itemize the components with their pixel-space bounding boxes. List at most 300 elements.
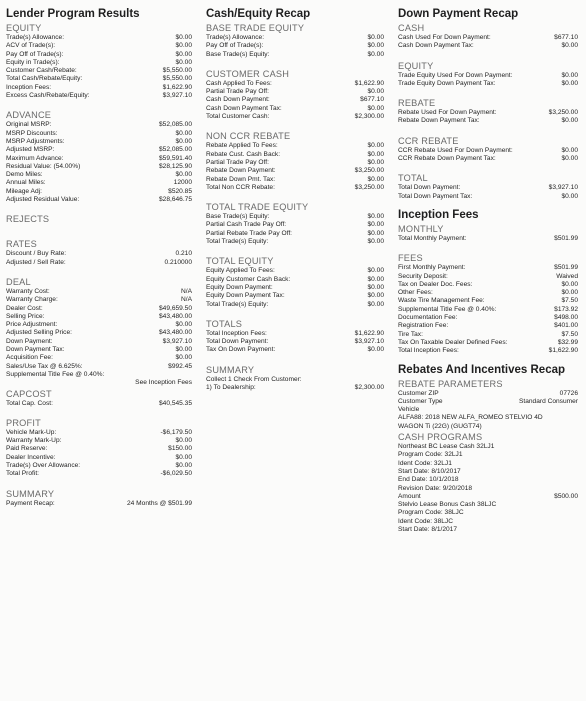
line-item-value: $677.10: [554, 34, 578, 41]
section-heading: REBATE: [398, 98, 436, 109]
line-item-price-adjustment: [6, 321, 192, 329]
line-item-total-non-ccr-rebate: [206, 184, 384, 192]
line-item-demo-miles: [6, 171, 192, 179]
line-item-value: $0.00: [175, 129, 192, 137]
section-heading: CCR REBATE: [398, 135, 459, 146]
line-item-adjusted-residual-value: [6, 196, 192, 204]
line-item-label: Base Trade(s) Equity:: [206, 213, 270, 221]
line-item-label: Customer ZIP: [398, 389, 439, 397]
line-item-label: Partial Rebate Trade Pay Off:: [206, 229, 293, 237]
section-heading: TOTAL: [398, 173, 428, 184]
line-item-label: Cash Used For Down Payment:: [398, 34, 491, 41]
line-item-label: Waste Tire Management Fee:: [398, 297, 485, 305]
line-item-value: $0.00: [175, 346, 192, 354]
line-item-mileage-adj: [6, 188, 192, 196]
line-item-value: $0.00: [367, 221, 384, 229]
spacer: [6, 225, 192, 229]
line-item-label: Total Monthly Payment:: [398, 234, 467, 242]
line-item-total-down-payment: [206, 338, 384, 346]
line-item-vehicle-mark-up: [6, 429, 192, 437]
line-item-label: Tax on Dealer Doc. Fees:: [398, 280, 473, 288]
line-item-value: $0.00: [367, 229, 384, 237]
line-item-rebate-down-pmt-tax: [206, 176, 384, 184]
line-item-value: $3,250.00: [354, 167, 384, 175]
line-item-label: Cash Down Payment Tax:: [398, 42, 474, 50]
section-title: Inception Fees: [398, 208, 479, 221]
note-value: See Inception Fees: [135, 379, 192, 387]
line-item-label: Tax On Taxable Dealer Defined Fees:: [398, 338, 508, 346]
line-item-base-trade-s-equity: [206, 51, 384, 59]
line-item-ccr-rebate-down-payment-tax: [398, 155, 578, 163]
line-item-value: $0.00: [175, 321, 192, 329]
line-item-value: $0.00: [175, 171, 192, 179]
line-item-residual-value-54-00: [6, 163, 192, 171]
section-heading: BASE TRADE EQUITY: [206, 23, 305, 33]
line-item-value: $1,622.90: [548, 347, 578, 355]
line-item-label: Security Deposit:: [398, 272, 448, 280]
line-item-equity-down-payment: [206, 284, 384, 292]
line-item-label: Adjusted MSRP:: [6, 146, 55, 154]
line-item-original-msrp: [6, 121, 192, 129]
line-item-value: $0.00: [175, 58, 192, 66]
section-heading: TOTAL EQUITY: [206, 256, 274, 267]
line-item-down-payment-tax: [6, 346, 192, 354]
line-item-other-fees: [398, 289, 578, 297]
line-item-msrp-discounts: [6, 130, 192, 138]
line-item-rebate-applied-to-fees: [206, 142, 384, 150]
line-item-value: $0.00: [561, 117, 578, 125]
line-item-label: Documentation Fee:: [398, 314, 458, 322]
line-item-label: Dealer Cost:: [6, 304, 43, 312]
section-title: Down Payment Recap: [398, 8, 519, 20]
line-item-value: 12000: [173, 179, 192, 187]
line-item-value: $0.00: [175, 453, 192, 461]
line-item-label: Total Down Payment:: [206, 338, 269, 346]
line-item-cash-used-for-down-payment: [398, 34, 578, 42]
line-item-value: $52,085.00: [158, 146, 192, 154]
line-item-label: Trade(s) Over Allowance:: [6, 461, 81, 469]
line-item-label: Discount / Buy Rate:: [6, 250, 67, 258]
line-item-label: Warranty Cost:: [6, 287, 50, 295]
text-line: Start Date: 8/1/2017: [398, 525, 458, 533]
line-item-value: $0.00: [367, 275, 384, 283]
line-item-label: Equity Down Payment:: [206, 283, 273, 291]
line-item-label: MSRP Adjustments:: [6, 137, 65, 145]
line-item-label: Supplemental Title Fee @ 0.40%:: [6, 370, 105, 378]
line-item-equity-applied-to-fees: [206, 267, 384, 275]
line-item-label: Total Down Payment:: [398, 184, 461, 192]
line-item-trade-s-allowance: [206, 34, 384, 42]
line-item-adjusted-selling-price: [6, 329, 192, 337]
line-item-value: $0.00: [561, 192, 578, 200]
line-item-value: $28,125.90: [158, 162, 192, 170]
line-item-label: 1) To Dealership:: [206, 384, 256, 392]
line-item-value: $43,480.00: [158, 312, 192, 320]
line-item-pay-off-of-trade-s: [206, 42, 384, 50]
line-item-value: $3,927.10: [162, 92, 192, 100]
text-line: Ident Code: 32LJ1: [398, 459, 452, 467]
line-item-label: Payment Recap:: [6, 499, 55, 507]
line-item-value: $500.00: [554, 492, 578, 500]
line-item-value: 24 Months @ $501.99: [127, 499, 192, 507]
line-item-label: Trade Equity Used For Down Payment:: [398, 71, 513, 79]
line-item-label: Warranty Mark-Up:: [6, 437, 62, 445]
line-item-payment-recap: [6, 500, 192, 508]
line-item-label: Adjusted / Sell Rate:: [6, 258, 66, 266]
line-item-label: Sales/Use Tax @ 6.625%:: [6, 362, 83, 370]
line-item-value: Waived: [556, 272, 578, 280]
text-line: Vehicle: [398, 406, 420, 414]
line-item-total-trade-s-equity: [206, 238, 384, 246]
section-heading: REBATE PARAMETERS: [398, 378, 503, 389]
line-item-total-down-payment-tax: [398, 193, 578, 201]
line-item-label: Equity Applied To Fees:: [206, 267, 275, 275]
line-item-value: $0.00: [175, 34, 192, 41]
line-item-value: $3,927.10: [354, 338, 384, 346]
line-item-value: $0.00: [367, 150, 384, 158]
line-item-partial-rebate-trade-pay-off: [206, 230, 384, 238]
line-item-label: Residual Value: (54.00%): [6, 162, 81, 170]
line-item-value: $0.00: [367, 213, 384, 221]
line-item-label: Cash Applied To Fees:: [206, 79, 272, 87]
line-item-label: Paid Reserve:: [6, 445, 48, 453]
line-item-base-trade-s-equity: [206, 213, 384, 221]
line-item-label: Equity Down Payment Tax:: [206, 292, 285, 300]
line-item-label: Selling Price:: [6, 312, 45, 320]
line-item-label: CCR Rebate Used For Down Payment:: [398, 146, 513, 154]
line-item-total-customer-cash: [206, 113, 384, 121]
line-item-total-inception-fees: [398, 347, 578, 355]
line-item-sales-use-tax-6-625: [6, 363, 192, 371]
line-item-value: $0.00: [367, 238, 384, 246]
line-item-label: Total Inception Fees:: [398, 347, 459, 355]
line-item-total-profit: [6, 470, 192, 478]
line-item-value: $520.85: [168, 187, 192, 195]
line-item-value: $7.50: [561, 297, 578, 305]
line-item-waste-tire-management-fee: [398, 297, 578, 305]
line-item-label: CCR Rebate Down Payment Tax:: [398, 155, 496, 163]
text-line: ALFA88: 2018 NEW ALFA_ROMEO STELVIO 4D WAGON Ti (22G) (GUGT74): [398, 414, 543, 430]
line-item-value: $0.00: [367, 158, 384, 166]
line-item-ccr-rebate-used-for-down-payment: [398, 147, 578, 155]
line-item-value: $401.00: [554, 322, 578, 330]
line-item-label: Pay Off of Trade(s):: [6, 50, 64, 58]
line-item-1-to-dealership: [206, 384, 384, 392]
line-item-label: Tire Tax:: [398, 330, 423, 338]
line-item-label: Rebate Cust. Cash Back:: [206, 150, 281, 158]
line-item-label: Total Cap. Cost:: [6, 399, 53, 407]
line-item-value: $0.00: [367, 283, 384, 291]
section-heading: CASH PROGRAMS: [398, 432, 483, 443]
line-item-label: Customer Cash/Rebate:: [6, 67, 77, 75]
line-item-value: $0.00: [367, 142, 384, 150]
line-item-value: $3,927.10: [548, 184, 578, 192]
line-item-value: $2,300.00: [354, 384, 384, 392]
line-item-security-deposit: [398, 273, 578, 281]
line-item-registration-fee: [398, 322, 578, 330]
line-item-total-inception-fees: [206, 330, 384, 338]
line-item-label: Annual Miles:: [6, 179, 46, 187]
line-item-value: $49,659.50: [158, 304, 192, 312]
text-line: Stelvio Lease Bonus Cash 38LJC: [398, 501, 497, 509]
section-heading: ADVANCE: [6, 110, 52, 121]
line-item-label: Adjusted Residual Value:: [6, 196, 80, 204]
line-item-label: MSRP Discounts:: [6, 129, 58, 137]
section-heading: CUSTOMER CASH: [206, 68, 290, 79]
line-item-inception-fees: [6, 84, 192, 92]
line-item-equity-down-payment-tax: [206, 292, 384, 300]
line-item-label: Price Adjustment:: [6, 321, 58, 329]
line-item-warranty-cost: [6, 288, 192, 296]
section-heading: EQUITY: [6, 23, 42, 33]
line-item-pay-off-of-trade-s: [6, 51, 192, 59]
line-item-value: $0.00: [561, 280, 578, 288]
line-item-label: Rebate Down Payment Tax:: [398, 117, 480, 125]
line-item-partial-trade-pay-off: [206, 159, 384, 167]
line-item-tax-on-down-payment: [206, 346, 384, 354]
line-item-value: $0.00: [367, 88, 384, 96]
line-item-label: Total Non CCR Rebate:: [206, 183, 275, 191]
line-item-rebate-cust-cash-back: [206, 151, 384, 159]
line-item-total-down-payment: [398, 184, 578, 192]
line-item-value: $0.00: [175, 437, 192, 445]
line-item-partial-trade-pay-off: [206, 88, 384, 96]
line-item-label: Trade(s) Allowance:: [206, 34, 265, 41]
line-item-value: $7.50: [561, 330, 578, 338]
section-heading: DEAL: [6, 276, 31, 287]
line-item-label: Pay Off of Trade(s):: [206, 42, 264, 50]
line-item-value: N/A: [181, 296, 192, 304]
line-item-supplemental-title-fee-0-40: [398, 306, 578, 314]
line-item-label: Supplemental Title Fee @ 0.40%:: [398, 305, 497, 313]
line-item-adjusted-sell-rate: [6, 259, 192, 267]
line-item-customer-cash-rebate: [6, 67, 192, 75]
line-item-value: $0.00: [367, 42, 384, 50]
line-item-label: Base Trade(s) Equity:: [206, 50, 270, 58]
line-item-acv-of-trade-s: [6, 42, 192, 50]
line-item-warranty-mark-up: [6, 437, 192, 445]
text-line: Northeast BC Lease Cash 32LJ1: [398, 443, 495, 451]
line-item-label: Acquisition Fee:: [6, 354, 53, 362]
line-item-value: $1,622.90: [162, 83, 192, 91]
line-item-value: $0.00: [175, 461, 192, 469]
line-item-value: $1,622.90: [354, 79, 384, 87]
section-heading: PROFIT: [6, 417, 41, 428]
line-item-label: Partial Trade Pay Off:: [206, 158, 269, 166]
line-item-value: $43,480.00: [158, 329, 192, 337]
text-line: End Date: 10/1/2018: [398, 476, 459, 484]
line-item-value: 07726: [559, 389, 578, 397]
line-item-customer-zip: [398, 390, 578, 398]
line-item-label: Total Customer Cash:: [206, 113, 270, 121]
section-heading: SUMMARY: [206, 364, 255, 375]
line-item-value: $0.00: [561, 146, 578, 154]
line-item-value: $0.00: [367, 104, 384, 112]
line-item-label: Inception Fees:: [6, 83, 52, 91]
line-item-trade-equity-down-payment-tax: [398, 80, 578, 88]
line-item-dealer-cost: [6, 305, 192, 313]
line-item-label: Amount: [398, 492, 421, 500]
note-text: [6, 379, 192, 387]
line-item-value: $173.92: [554, 305, 578, 313]
line-item-label: Trade(s) Allowance:: [6, 34, 65, 41]
line-item-label: Rebate Down Pmt. Tax:: [206, 175, 276, 183]
line-item-label: Adjusted Selling Price:: [6, 329, 72, 337]
section-heading: REJECTS: [6, 214, 50, 225]
line-item-value: $992.45: [168, 362, 192, 370]
line-item-label: Warranty Charge:: [6, 296, 58, 304]
line-item-value: -$6,029.50: [160, 470, 192, 478]
line-item-rebate-down-payment-tax: [398, 117, 578, 125]
line-item-value: $501.99: [554, 234, 578, 242]
line-item-rebate-down-payment: [206, 167, 384, 175]
line-item-value: $0.00: [561, 42, 578, 50]
line-item-label: Rebate Used For Down Payment:: [398, 109, 497, 117]
line-item-label: Customer Type: [398, 397, 443, 405]
line-item-value: $677.10: [360, 96, 384, 104]
line-item-value: $28,646.75: [158, 196, 192, 204]
line-item-discount-buy-rate: [6, 250, 192, 258]
line-item-down-payment: [6, 338, 192, 346]
line-item-value: $52,085.00: [158, 121, 192, 129]
line-item-warranty-charge: [6, 296, 192, 304]
line-item-label: Total Profit:: [6, 470, 39, 478]
line-item-value: $0.00: [367, 34, 384, 41]
line-item-value: $501.99: [554, 264, 578, 272]
line-item-customer-type: [398, 398, 578, 406]
line-item-value: $2,300.00: [354, 113, 384, 121]
line-item-value: $498.00: [554, 314, 578, 322]
line-item-value: $0.00: [175, 354, 192, 362]
line-item-value: $5,550.00: [162, 75, 192, 83]
line-item-label: Dealer Incentive:: [6, 453, 56, 461]
line-item-value: $0.00: [367, 346, 384, 354]
section-heading: FEES: [398, 253, 423, 264]
text-line: Ident Code: 38LJC: [398, 517, 453, 525]
line-item-label: Original MSRP:: [6, 121, 52, 129]
line-item-dealer-incentive: [6, 454, 192, 462]
column-1: [6, 6, 192, 508]
line-item-value: $0.00: [561, 71, 578, 79]
section-heading: CASH: [398, 23, 425, 33]
line-item-label: ACV of Trade(s):: [6, 42, 56, 50]
line-item-value: $59,591.40: [158, 154, 192, 162]
line-item-rebate-used-for-down-payment: [398, 109, 578, 117]
line-item-value: 0.210000: [164, 258, 192, 266]
line-item-value: N/A: [181, 287, 192, 295]
line-item-label: Trade Equity Down Payment Tax:: [398, 79, 496, 87]
line-item-label: Vehicle Mark-Up:: [6, 428, 57, 436]
text-line: Program Code: 32LJ1: [398, 451, 463, 459]
column-2: [206, 6, 384, 392]
line-item-selling-price: [6, 313, 192, 321]
line-item-cash-down-payment-tax: [398, 42, 578, 50]
line-item-value: $150.00: [168, 445, 192, 453]
line-item-total-trade-s-equity: [206, 301, 384, 309]
line-item-label: Other Fees:: [398, 289, 433, 297]
line-item-value: $0.00: [367, 50, 384, 58]
text-line: Revision Date: 9/20/2018: [398, 484, 473, 492]
line-item-value: $0.00: [561, 289, 578, 297]
line-item-label: Equity Customer Cash Back:: [206, 275, 291, 283]
line-item-value: $0.00: [175, 50, 192, 58]
section-heading: MONTHLY: [398, 223, 444, 234]
line-item-cash-down-payment-tax: [206, 105, 384, 113]
line-item-trade-s-allowance: [6, 34, 192, 42]
line-item-label: Equity in Trade(s):: [6, 58, 60, 66]
line-item-value: $0.00: [367, 292, 384, 300]
line-item-label: Total Cash/Rebate/Equity:: [6, 75, 83, 83]
line-item-value: $0.00: [175, 42, 192, 50]
line-item-label: Cash Down Payment:: [206, 96, 270, 104]
line-item-label: Total Inception Fees:: [206, 329, 267, 337]
line-item-documentation-fee: [398, 314, 578, 322]
line-item-label: Demo Miles:: [6, 171, 43, 179]
line-item-value: $0.00: [367, 175, 384, 183]
line-item-value: $0.00: [175, 137, 192, 145]
line-item-value: $0.00: [367, 300, 384, 308]
line-item-label: Partial Cash Trade Pay Off:: [206, 221, 287, 229]
line-item-first-monthly-payment: [398, 264, 578, 272]
text-line: Start Date: 8/10/2017: [398, 467, 461, 475]
section-heading: TOTALS: [206, 318, 243, 329]
line-item-total-cash-rebate-equity: [6, 75, 192, 83]
line-item-label: Tax On Down Payment:: [206, 346, 276, 354]
line-item-value: 0.210: [175, 250, 192, 258]
line-item-total-monthly-payment: [398, 235, 578, 243]
line-item-msrp-adjustments: [6, 138, 192, 146]
line-item-label: Cash Down Payment Tax:: [206, 104, 282, 112]
line-item-paid-reserve: [6, 445, 192, 453]
line-item-value: $0.00: [561, 79, 578, 87]
line-item-excess-cash-rebate-equity: [6, 92, 192, 100]
line-item-label: First Monthly Payment:: [398, 264, 466, 272]
line-item-total-cap-cost: [6, 400, 192, 408]
line-item-tax-on-taxable-dealer-defined-fees: [398, 339, 578, 347]
line-item-label: Down Payment Tax:: [6, 346, 65, 354]
line-item-value: $3,927.10: [162, 337, 192, 345]
line-item-value: $1,622.90: [354, 329, 384, 337]
line-item-label: Total Down Payment Tax:: [398, 192, 473, 200]
section-heading: CAPCOST: [6, 388, 52, 399]
line-item-adjusted-msrp: [6, 146, 192, 154]
line-item-value: $0.00: [367, 267, 384, 275]
section-heading: RATES: [6, 239, 37, 250]
line-item-label: Down Payment:: [6, 337, 53, 345]
line-item-label: Partial Trade Pay Off:: [206, 88, 269, 96]
line-item-supplemental-title-fee-0-40: [6, 371, 192, 379]
section-title: Lender Program Results: [6, 8, 140, 20]
line-item-tax-on-dealer-doc-fees: [398, 281, 578, 289]
line-item-label: Total Trade(s) Equity:: [206, 238, 269, 246]
line-item-value: $3,250.00: [354, 183, 384, 191]
line-item-value: $3,250.00: [548, 109, 578, 117]
column-3: [398, 6, 578, 534]
line-item-value: -$6,179.50: [160, 428, 192, 436]
text-line: Collect 1 Check From Customer:: [206, 375, 302, 383]
section-title: Cash/Equity Recap: [206, 8, 311, 20]
line-item-annual-miles: [6, 179, 192, 187]
section-heading: SUMMARY: [6, 488, 55, 499]
section-heading: NON CCR REBATE: [206, 131, 291, 142]
line-item-value: $40,545.35: [158, 399, 192, 407]
line-item-tire-tax: [398, 331, 578, 339]
text-line: Program Code: 38LJC: [398, 509, 464, 517]
line-item-maximum-advance: [6, 155, 192, 163]
line-item-acquisition-fee: [6, 354, 192, 362]
line-item-value: Standard Consumer: [518, 397, 578, 405]
line-item-label: Rebate Down Payment:: [206, 167, 276, 175]
